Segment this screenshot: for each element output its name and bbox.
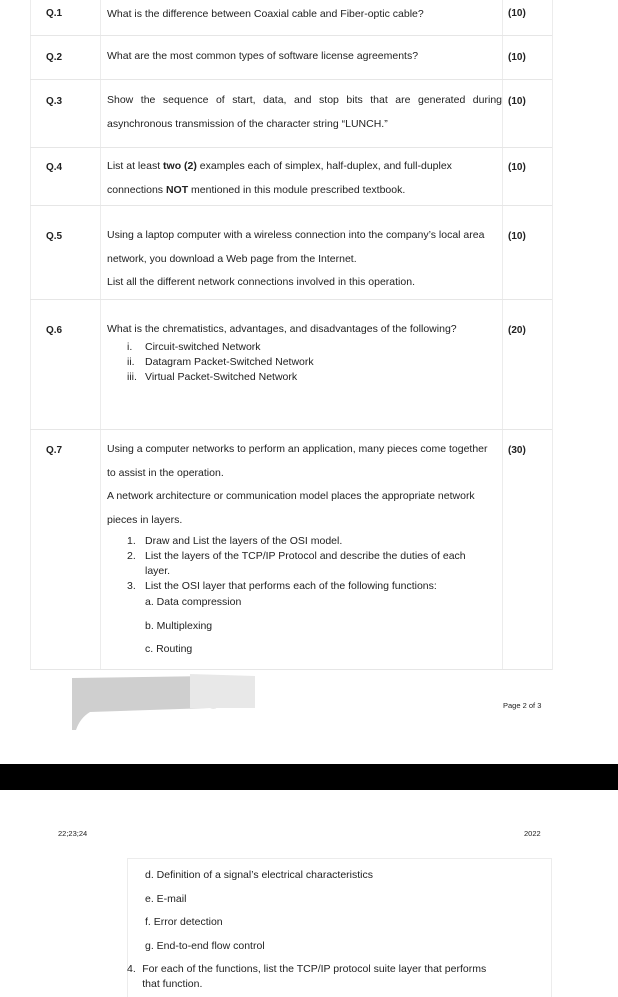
question-marks: (10)	[508, 231, 526, 242]
list-item: iii. Virtual Packet-Switched Network	[127, 370, 298, 383]
question-row	[30, 148, 552, 206]
redaction-mark	[70, 674, 255, 734]
question-marks: (10)	[508, 96, 526, 107]
function-sublist	[145, 591, 497, 662]
question-number: Q.6	[46, 325, 63, 336]
question-marks: (30)	[508, 445, 526, 456]
question-row	[30, 80, 552, 148]
numbered-list	[127, 534, 497, 594]
list-item: 3. List the OSI layer that performs each of the following functions:	[127, 580, 437, 592]
list-item: 2. List the layers of the TCP/IP Protocol and describe the duties of each layer.	[127, 550, 466, 577]
sublist-item: g. End-to-end flow control	[145, 939, 265, 952]
question-row	[30, 300, 552, 430]
question-marks: (10)	[508, 52, 526, 63]
question-row	[30, 206, 552, 300]
page-separator-bar	[0, 764, 618, 790]
question-marks: (20)	[508, 325, 526, 336]
question-number: Q.4	[46, 162, 63, 173]
question-text	[107, 438, 497, 662]
list-item: 1. Draw and List the layers of the OSI model.	[127, 535, 343, 547]
question-paragraph: What is the chrematistics, advantages, and disadvantages of the following?	[107, 323, 457, 335]
question-paragraph: Using a laptop computer with a wireless connection into the company’s local area network, you download a Web page from the Internet.	[107, 229, 485, 265]
table-divider	[552, 0, 553, 670]
question-number: Q.3	[46, 96, 63, 107]
question-text	[107, 318, 457, 385]
list-item: ii. Datagram Packet-Switched Network	[127, 355, 314, 368]
sublist-item: a. Data compression	[145, 596, 242, 608]
question-number: Q.2	[46, 52, 63, 63]
sublist-item: e. E-mail	[145, 892, 187, 905]
continuation-list	[127, 864, 490, 990]
question-row	[30, 430, 552, 670]
question-row	[30, 36, 552, 80]
list-item: i. Circuit-switched Network	[127, 340, 261, 353]
question-paragraph: List all the different network connections involved in this operation.	[107, 276, 415, 288]
question-text: What are the most common types of software license agreements?	[107, 50, 419, 62]
list-item: 4. For each of the functions, list the TCP/IP protocol suite layer that performs that function.	[127, 963, 487, 990]
sublist-item: c. Routing	[145, 643, 193, 655]
question-paragraph: A network architecture or communication model places the appropriate network pieces in layers.	[107, 490, 475, 526]
roman-list	[127, 340, 457, 385]
question-row	[30, 0, 552, 36]
question-number: Q.1	[46, 8, 63, 19]
question-number: Q.7	[46, 445, 63, 456]
question-marks: (10)	[508, 162, 526, 173]
sublist-item: f. Error detection	[145, 916, 223, 928]
question-text: Show the sequence of start, data, and stop bits that are generated during asynchronous transmission of the character string “LUNCH.”	[107, 94, 502, 130]
page-number: Page 2 of 3	[503, 701, 542, 710]
question-text: List at least two (2) examples each of simplex, half-duplex, and full-duplex connections NOT mentioned in this module prescribed textbook.	[107, 160, 452, 196]
question-text	[107, 224, 492, 295]
question-paragraph: Using a computer networks to perform an application, many pieces come together to assist in the operation.	[107, 443, 488, 479]
question-marks: (10)	[508, 8, 526, 19]
sublist-item: d. Definition of a signal’s electrical characteristics	[145, 869, 373, 881]
year-label: 2022	[524, 829, 541, 838]
question-number: Q.5	[46, 231, 63, 242]
question-text: What is the difference between Coaxial cable and Fiber-optic cable?	[107, 8, 424, 20]
timestamp: 22;23;24	[58, 829, 88, 838]
sublist-item: b. Multiplexing	[145, 619, 213, 632]
